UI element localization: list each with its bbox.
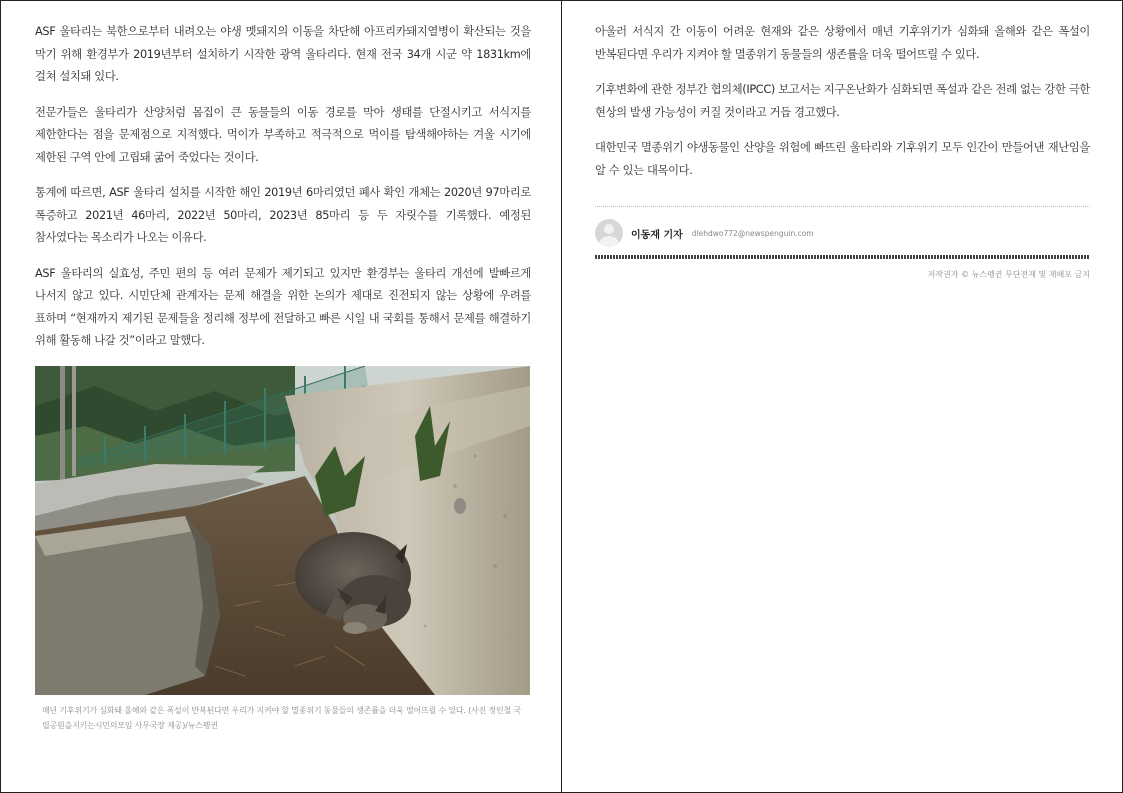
divider bbox=[595, 206, 1090, 207]
divider bbox=[595, 255, 1090, 259]
article-paragraph: 아울러 서식지 간 이동이 어려운 현재와 같은 상황에서 매년 기후위기가 심화돼 올해와 같은 폭설이 반복된다면 우리가 지켜야 할 멸종위기 동물들의 생존률을 더욱 떨어뜨릴 수 있다. bbox=[595, 25, 1090, 61]
article-paragraph: 전문가들은 울타리가 산양처럼 몸집이 큰 동물들의 이동 경로를 막아 생태를 단절시키고 서식지를 제한한다는 점을 문제점으로 지적했다. 먹이가 부족하고 적극적으로 먹이를 탐색해야하는 겨울 시기에 제한된 구역 안에 고립돼 굶어 죽었다는 것이다. bbox=[35, 105, 531, 164]
reporter-byline bbox=[595, 211, 1090, 255]
right-column bbox=[595, 21, 1090, 280]
article-paragraph: 대한민국 멸종위기 야생동물인 산양을 위험에 빠뜨린 울타리와 기후위기 모두 인간이 만들어낸 재난임을 알 수 있는 대목이다. bbox=[595, 141, 1090, 177]
avatar bbox=[595, 219, 623, 247]
dead-goral-photo bbox=[35, 366, 530, 695]
reporter-name[interactable]: 이동재 기자 bbox=[631, 229, 683, 241]
article-photo bbox=[35, 366, 530, 695]
copyright-notice: 저작권자 © 뉴스펭귄 무단전재 및 재배포 금지 bbox=[927, 270, 1090, 279]
left-column bbox=[35, 21, 531, 733]
reporter-email[interactable]: dlehdwo772@newspenguin.com bbox=[691, 228, 814, 238]
article-paragraph: ASF 울타리의 실효성, 주민 편의 등 여러 문제가 제기되고 있지만 환경부는 울타리 개선에 발빠르게 나서지 않고 있다. 시민단체 관계자는 문제 해결을 위한 논의가 제대로 진전되지 않는 상황에 우려를 표하며 “현재까지 제기된 문제들을 정리해 정부에 전달하고 빠른 시일 내 국회를 통해서 문제를 해결하기 위해 활동해 나갈 것”이라고 말했다. bbox=[35, 266, 531, 347]
article-paragraph: 통계에 따르면, ASF 울타리 설치를 시작한 해인 2019년 6마리였던 폐사 확인 개체는 2020년 97마리로 폭증하고 2021년 46마리, 2022년 50마리, 2023년 85마리 등 두 자릿수를 기록했다. 예정된 참사였다는 목소리가 나오는 이유다. bbox=[35, 186, 531, 244]
photo-caption: 매년 기후위기가 심화돼 올해와 같은 폭설이 반복된다면 우리가 지켜야 할 멸종위기 동물들의 생존률을 더욱 떨어뜨릴 수 있다. (사진 정인철 국립공원을지키는시민의모임 사무국장 제공)/뉴스펭귄 bbox=[42, 705, 521, 730]
article-paragraph: 기후변화에 관한 정부간 협의체(IPCC) 보고서는 지구온난화가 심화되면 폭설과 같은 전례 없는 강한 극한 현상의 발생 가능성이 커질 것이라고 거듭 경고했다. bbox=[595, 83, 1090, 119]
right-page bbox=[561, 0, 1123, 793]
article-paragraph: ASF 울타리는 북한으로부터 내려오는 야생 멧돼지의 이동을 차단해 아프리카돼지열병이 확산되는 것을 막기 위해 환경부가 2019년부터 설치하기 시작한 광역 울타리다. 현재 전국 34개 시군 약 1831km에 걸쳐 설치돼 있다. bbox=[35, 25, 531, 83]
